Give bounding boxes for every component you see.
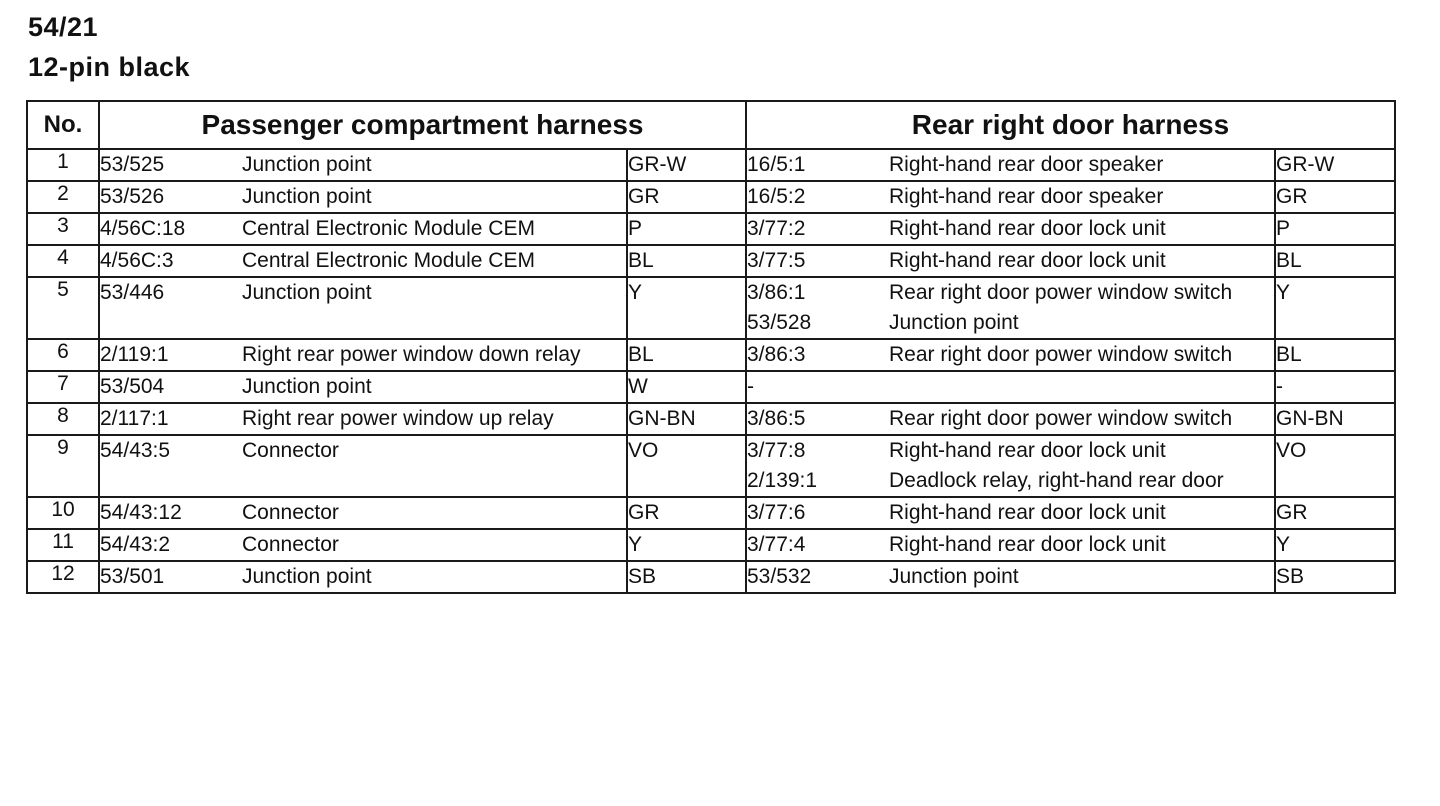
component-code: 2/119:1 (100, 343, 169, 366)
component-code: 3/86:3 (747, 343, 806, 366)
component-description: Junction point (242, 565, 372, 588)
passenger-harness-cell (99, 149, 627, 181)
rear-door-wire-color: GR (1275, 497, 1395, 529)
pin-number: 4 (27, 245, 99, 277)
rear-door-harness-cell (746, 149, 1275, 181)
rear-door-harness-cell (746, 403, 1275, 435)
rear-door-harness-cell (746, 371, 1275, 403)
header-rear-door-harness: Rear right door harness (746, 101, 1395, 149)
connection-entry (747, 562, 1274, 592)
component-description: Connector (242, 439, 339, 462)
component-code: 2/117:1 (100, 407, 169, 430)
component-description: Junction point (889, 565, 1019, 588)
component-description: Right-hand rear door speaker (889, 153, 1164, 176)
component-code: 3/77:8 (747, 439, 806, 462)
connection-entry (100, 150, 626, 180)
connection-entry (747, 530, 1274, 560)
rear-door-harness-cell (746, 435, 1275, 497)
passenger-wire-color: BL (627, 245, 746, 277)
rear-door-wire-color: GR-W (1275, 149, 1395, 181)
connection-entry (747, 436, 1274, 466)
pin-number: 1 (27, 149, 99, 181)
component-code: 53/525 (100, 153, 165, 176)
passenger-harness-cell (99, 529, 627, 561)
component-description: Right-hand rear door lock unit (889, 439, 1166, 462)
passenger-harness-cell (99, 497, 627, 529)
rear-door-harness-cell (746, 497, 1275, 529)
component-description: Rear right door power window switch (889, 281, 1233, 304)
component-description: Right-hand rear door speaker (889, 185, 1164, 208)
connection-entry (747, 214, 1274, 244)
passenger-harness-cell (99, 213, 627, 245)
component-code: 4/56C:3 (100, 249, 174, 272)
rear-door-harness-cell (746, 339, 1275, 371)
component-code: 53/446 (100, 281, 165, 304)
connection-entry (100, 530, 626, 560)
connection-entry (100, 498, 626, 528)
connection-entry (100, 404, 626, 434)
rear-door-harness-cell (746, 245, 1275, 277)
passenger-wire-color: VO (627, 435, 746, 497)
connection-entry (747, 372, 1274, 402)
passenger-harness-cell (99, 245, 627, 277)
table-row (27, 213, 1395, 245)
connection-entry (747, 466, 1274, 496)
rear-door-harness-cell (746, 529, 1275, 561)
component-description: Rear right door power window switch (889, 407, 1233, 430)
component-description (889, 372, 1274, 402)
passenger-wire-color: GN-BN (627, 403, 746, 435)
passenger-wire-color: Y (627, 529, 746, 561)
rear-door-harness-cell (746, 561, 1275, 593)
rear-door-wire-color: GN-BN (1275, 403, 1395, 435)
header-passenger-harness: Passenger compartment harness (99, 101, 746, 149)
rear-door-wire-color: Y (1275, 529, 1395, 561)
passenger-wire-color: SB (627, 561, 746, 593)
component-code: - (747, 375, 754, 398)
pin-number: 7 (27, 371, 99, 403)
component-code: 53/504 (100, 375, 165, 398)
table-body (27, 149, 1395, 593)
table-row (27, 339, 1395, 371)
connection-entry (100, 436, 626, 466)
component-description: Junction point (242, 185, 372, 208)
connection-entry (747, 340, 1274, 370)
table-row (27, 245, 1395, 277)
component-description: Junction point (242, 375, 372, 398)
component-description: Right rear power window up relay (242, 407, 554, 430)
connection-entry (100, 278, 626, 308)
passenger-wire-color: GR (627, 497, 746, 529)
connection-entry (747, 182, 1274, 212)
component-description: Rear right door power window switch (889, 343, 1233, 366)
rear-door-harness-cell (746, 181, 1275, 213)
connection-entry (100, 372, 626, 402)
table-row (27, 277, 1395, 339)
pin-number: 5 (27, 277, 99, 339)
connection-entry (747, 278, 1274, 308)
component-description: Junction point (889, 311, 1019, 334)
component-code: 53/528 (747, 311, 812, 334)
connection-entry (747, 246, 1274, 276)
pin-number: 10 (27, 497, 99, 529)
component-code: 3/86:5 (747, 407, 806, 430)
component-code: 53/532 (747, 565, 812, 588)
component-code: 3/86:1 (747, 281, 806, 304)
connector-description: 12-pin black (28, 52, 191, 82)
connection-entry (100, 246, 626, 276)
component-description: Junction point (242, 153, 372, 176)
table-row (27, 529, 1395, 561)
component-description: Connector (242, 533, 339, 556)
passenger-wire-color: GR (627, 181, 746, 213)
component-code: 3/77:5 (747, 249, 806, 272)
component-code: 53/501 (100, 565, 165, 588)
passenger-harness-cell (99, 181, 627, 213)
pin-number: 2 (27, 181, 99, 213)
pin-number: 3 (27, 213, 99, 245)
pin-number: 12 (27, 561, 99, 593)
rear-door-wire-color: GR (1275, 181, 1395, 213)
connection-entry (100, 562, 626, 592)
component-code: 16/5:2 (747, 185, 806, 208)
passenger-wire-color: W (627, 371, 746, 403)
component-code: 3/77:2 (747, 217, 806, 240)
component-description: Right-hand rear door lock unit (889, 249, 1166, 272)
connection-entry (747, 404, 1274, 434)
component-description: Deadlock relay, right-hand rear door (889, 469, 1224, 492)
header-no: No. (27, 101, 99, 149)
component-description: Central Electronic Module CEM (242, 249, 535, 272)
passenger-wire-color: Y (627, 277, 746, 339)
pin-number: 6 (27, 339, 99, 371)
component-code: 54/43:5 (100, 439, 171, 462)
passenger-harness-cell (99, 371, 627, 403)
component-description: Right-hand rear door lock unit (889, 217, 1166, 240)
passenger-harness-cell (99, 277, 627, 339)
passenger-harness-cell (99, 403, 627, 435)
component-code: 2/139:1 (747, 469, 818, 492)
pin-number: 11 (27, 529, 99, 561)
rear-door-wire-color: P (1275, 213, 1395, 245)
connection-entry (747, 150, 1274, 180)
component-description: Junction point (242, 281, 372, 304)
table-row (27, 497, 1395, 529)
passenger-harness-cell (99, 339, 627, 371)
connector-id: 54/21 (28, 12, 99, 42)
component-code: 54/43:2 (100, 533, 171, 556)
rear-door-wire-color: - (1275, 371, 1395, 403)
table-row (27, 403, 1395, 435)
component-description: Right rear power window down relay (242, 343, 581, 366)
passenger-harness-cell (99, 561, 627, 593)
rear-door-harness-cell (746, 277, 1275, 339)
connection-entry (747, 498, 1274, 528)
table-header-row (27, 101, 1395, 149)
rear-door-wire-color: VO (1275, 435, 1395, 497)
component-code: 53/526 (100, 185, 165, 208)
pin-table (26, 100, 1396, 594)
passenger-wire-color: P (627, 213, 746, 245)
component-description: Connector (242, 501, 339, 524)
rear-door-harness-cell (746, 213, 1275, 245)
table-row (27, 435, 1395, 497)
table-row (27, 181, 1395, 213)
component-description: Central Electronic Module CEM (242, 217, 535, 240)
rear-door-wire-color: BL (1275, 245, 1395, 277)
rear-door-wire-color: Y (1275, 277, 1395, 339)
component-code: 54/43:12 (100, 501, 182, 524)
passenger-wire-color: GR-W (627, 149, 746, 181)
passenger-harness-cell (99, 435, 627, 497)
component-code: 16/5:1 (747, 153, 806, 176)
component-code: 3/77:6 (747, 501, 806, 524)
table-row (27, 149, 1395, 181)
rear-door-wire-color: BL (1275, 339, 1395, 371)
connection-entry (100, 182, 626, 212)
table-row (27, 371, 1395, 403)
connection-entry (100, 214, 626, 244)
component-code: 4/56C:18 (100, 217, 186, 240)
passenger-wire-color: BL (627, 339, 746, 371)
component-description: Right-hand rear door lock unit (889, 501, 1166, 524)
connection-entry (747, 308, 1274, 338)
pin-number: 9 (27, 435, 99, 497)
component-code: 3/77:4 (747, 533, 806, 556)
pin-number: 8 (27, 403, 99, 435)
component-description: Right-hand rear door lock unit (889, 533, 1166, 556)
table-row (27, 561, 1395, 593)
rear-door-wire-color: SB (1275, 561, 1395, 593)
connection-entry (100, 340, 626, 370)
